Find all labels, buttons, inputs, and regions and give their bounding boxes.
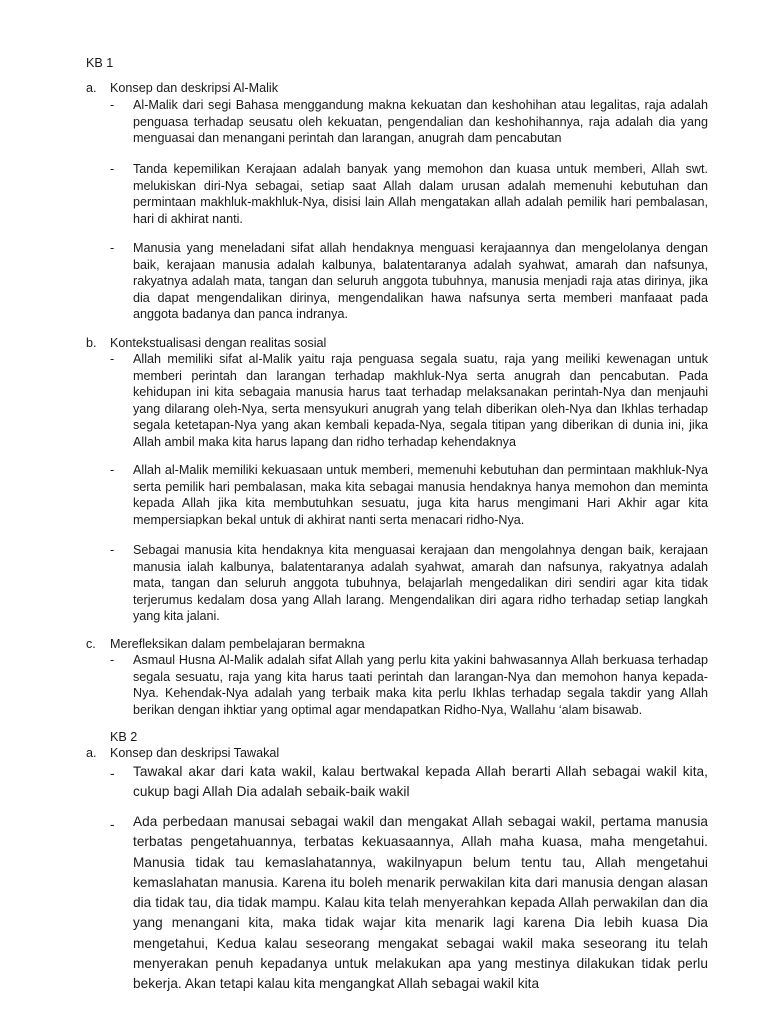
list-bullet: - <box>110 162 115 176</box>
kb1-b-item-2: Allah al-Malik memiliki kekuasaan untuk memberi, memenuhi kebutuhan dan permintaan makhluk-Nya serta pemilik hari pembalasan, maka kita sebagai manusia hendaknya hanya memohon dan meminta kepada Allah jika kita membutuhkan sesuatu, juga kita harus mengimani Hari Akhir agar kita mempersiapkan bekal untuk di akhirat nanti serta menacari ridho-Nya. <box>133 463 708 527</box>
kb2-a-item-2: Ada perbedaan manusai sebagai wakil dan mengakat Allah sebagai wakil, pertama manusia terbatas pengetahuannya, terbatas kekuasaannya, Allah maha kuasa, maha mengetahui. Manusia tidak tau kemaslahatannya, wakilnyapun belum tentu tau, Allah mengetahui kemaslahatan manusia. Karena itu boleh menarik perwakilan kita dari manusia dengan alasan dia tidak tau, dia tidak mampu. Kalau kita telah menyerahkan kepada Allah perwakilan dan dia yang menangani kita, maka tidak wajar kita menarik lagi karena Dia lebih kuasa Dia mengetahui, Kedua kalau seseorang mengakat sebagai wakil maka seseorang itu telah menyerakan penuh kepadanya untuk melakukan apa yang mestinya dilakukan tidak perlu bekerja. Akan tetapi kalau kita mengangkat Allah sebagai wakil kita <box>133 814 708 992</box>
kb1-title: KB 1 <box>86 56 114 70</box>
kb1-a-item-3: Manusia yang meneladani sifat allah hendaknya menguasi kerajaannya dan mengelolanya dengan baik, kerajaan manusia adalah kalbunya, balatentaranya adalah syahwat, amarah dan nafsunya, rakyatnya adalah mata, tangan dan seluruh anggota tubuhnya, manusia menjadi raja atas dirinya, jika dia dapat mengendalikan dirinya, mengendalikan hawa nafsunya serta memberi manfaaat pada anggota badanya dan panca indranya. <box>133 241 708 321</box>
kb1-a-item-2: Tanda kepemilikan Kerajaan adalah banyak yang memohon dan kuasa untuk memberi, Allah swt. melukiskan diri-Nya sebagai, setiap saat Allah dalam urusan adalah memenuhi kebutuhan dan permintaan makhluk-makhluk-Nya, disisi lain Allah mengatakan allah adalah pemilik hari pembalasan, hari di akhirat nanti. <box>133 162 708 226</box>
kb1-b-item-3: Sebagai manusia kita hendaknya kita menguasai kerajaan dan mengolahnya dengan baik, kerajaan manusia ialah kalbunya, balatentaranya adalah syahwat, amarah dan nafsunya, rakyatnya adalah mata, tangan dan seluruh anggota tubuhnya, belajarlah mengedalikan diri sendiri agar kita tidak terjerumus kedalam dosa yang Allah larang. Mengendalikan diri agara ridho terhadap setiap langkah yang kita jalani. <box>133 543 708 623</box>
kb2-section-a-marker: a. <box>86 746 97 760</box>
kb1-section-b-marker: b. <box>86 336 97 350</box>
list-bullet: - <box>110 653 115 667</box>
kb2-a-item-1: Tawakal akar dari kata wakil, kalau bertwakal kepada Allah berarti Allah sebagai wakil kita, cukup bagi Allah Dia adalah sebaik-baik wakil <box>133 764 708 800</box>
kb1-section-a-heading: Konsep dan deskripsi Al-Malik <box>110 81 278 95</box>
kb2-title: KB 2 <box>110 730 138 744</box>
kb1-c-item-1: Asmaul Husna Al-Malik adalah sifat Allah yang perlu kita yakini bahwasannya Allah berkuasa terhadap segala sesuatu, raja yang kita harus taati perintah dan larangan-Nya dan memohon hanya kepada-Nya. Kehendak-Nya adalah yang terbaik maka kita perlu Ikhlas terhadap segala takdir yang Allah berikan dengan ihktiar yang optimal agar mendapatkan Ridho-Nya, Wallahu ‘alam bisawab. <box>133 653 708 717</box>
kb1-b-item-1: Allah memiliki sifat al-Malik yaitu raja penguasa segala suatu, raja yang meiliki kewenagan untuk memberi perintah dan larangan terhadap makhluk-Nya serta anugrah dan pencabutan. Pada kehidupan ini kita sebagaia manusia harus taat terhadap melaksanakan perintah-Nya dan menjauhi yang dilarang oleh-Nya, serta mensyukuri anugrah yang telah diberikan oleh-Nya dan Ikhlas terhadap segala ketetapan-Nya yang akan kembali kepada-Nya, segala titipan yang diberikan di dunia ini, jika Allah ambil maka kita harus lapang dan ridho terhadap kehendaknya <box>133 352 708 449</box>
kb1-section-a-marker: a. <box>86 81 97 95</box>
list-bullet: - <box>110 463 115 477</box>
list-bullet: - <box>110 766 115 781</box>
kb2-section-a-heading: Konsep dan deskripsi Tawakal <box>110 746 280 760</box>
kb1-section-c-heading: Merefleksikan dalam pembelajaran bermakna <box>110 637 365 651</box>
kb1-section-c-marker: c. <box>86 637 96 651</box>
list-bullet: - <box>110 352 115 366</box>
list-bullet: - <box>110 241 115 255</box>
kb1-a-item-1: Al-Malik dari segi Bahasa menggandung makna kekuatan dan keshohihan atau legalitas, raja adalah penguasa terhadap seusatu oleh kekuatan, pengendalian dan keshohihannya, raja adalah dia yang menguasai dan menangani perintah dan larangan, anugrah dam pencabutan <box>133 98 708 145</box>
list-bullet: - <box>110 543 115 557</box>
kb1-section-b-heading: Kontekstualisasi dengan realitas sosial <box>110 336 327 350</box>
list-bullet: - <box>110 98 115 112</box>
list-bullet: - <box>110 817 115 832</box>
